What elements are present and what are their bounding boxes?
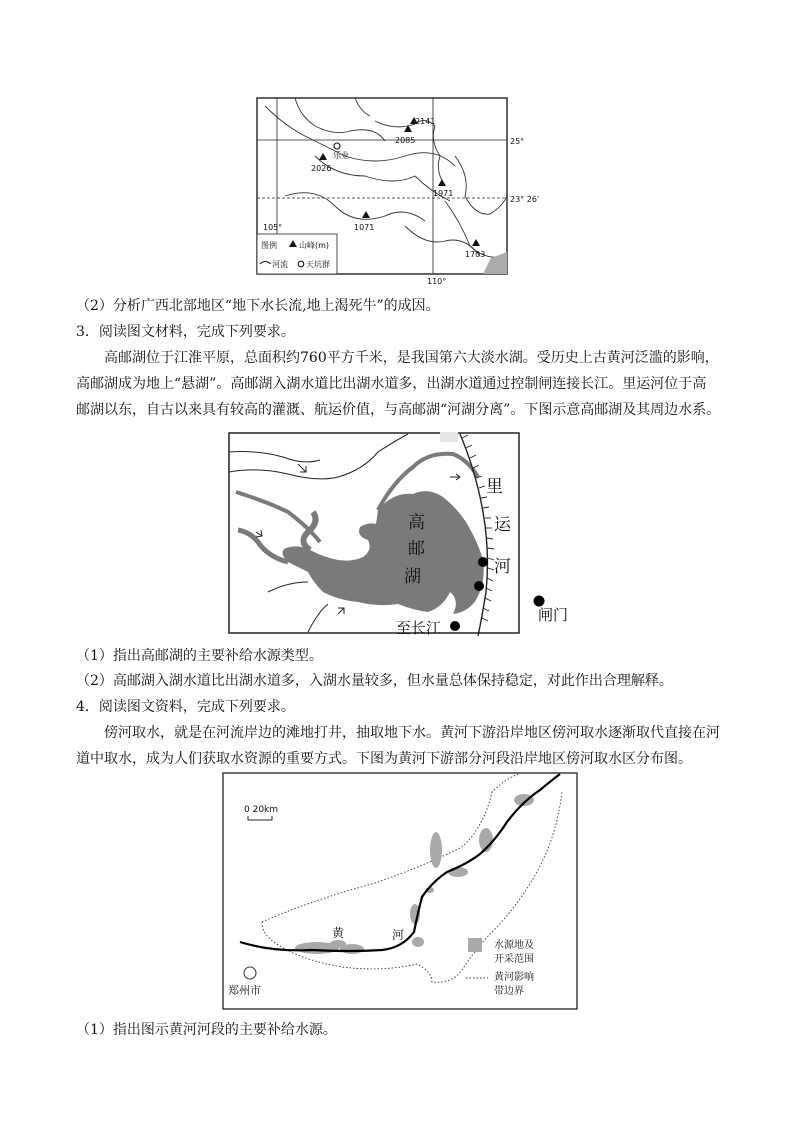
q4-para-line1: 傍河取水，就是在河流岸边的滩地打井，抽取地下水。黄河下游沿岸地区傍河取水逐渐取代直接在河 (104, 725, 720, 741)
q3-title: 3．阅读图文材料，完成下列要求。 (76, 324, 295, 340)
q3-sub2: （2）高邮湖入湖水道比出湖水道多，入湖水量较多，但水量总体保持稳定，对此作出合理解释。 (76, 673, 673, 689)
peak-label: 1071 (354, 223, 375, 232)
peak-label: 1703 (465, 250, 486, 259)
q4-title: 4．阅读图文资料，完成下列要求。 (76, 699, 295, 715)
q3-sub1: （1）指出高邮湖的主要补给水源类型。 (76, 648, 323, 664)
gaoyou-lake-map (228, 432, 578, 636)
legend-river-label: 河流 (272, 260, 288, 269)
gate-label: 闸门 (538, 606, 569, 624)
legend-area-l2: 开采范围 (494, 954, 534, 965)
lon-105-label: 105° (263, 223, 283, 232)
legend-pit-label: 天坑群 (306, 260, 330, 269)
gate-legend-marker (534, 596, 545, 607)
peak-label: 2141 (415, 117, 436, 126)
lake-label-char: 高 (408, 513, 425, 533)
legend-pit-icon (298, 261, 304, 267)
water-source-area (412, 937, 424, 947)
legend-line-l1: 黄河影响 (494, 972, 534, 983)
legend-title: 图例 (261, 241, 277, 250)
lake-label-char: 邮 (408, 539, 425, 559)
town-label: 乐业 (333, 151, 349, 160)
gate-marker (474, 581, 484, 591)
canal-label-char: 运 (494, 515, 511, 535)
legend-peak-label: 山峰(m) (299, 241, 330, 250)
to-yangtze-label: 至长江 (396, 619, 442, 636)
legend-area-swatch (468, 938, 482, 952)
q3-para-line2: 高邮湖成为地上“悬湖”。高邮湖入湖水道比出湖水道多，出湖水道通过控制闸连接长江。里运河位于高 (76, 376, 707, 392)
city-label: 郑州市 (228, 984, 261, 997)
legend-area-l1: 水源地及 (494, 940, 534, 951)
legend-line-l2: 带边界 (494, 986, 524, 997)
city-marker (244, 967, 256, 979)
q3-para-line3: 邮湖以东，自古以来具有较高的灌溉、航运价值，与高邮湖“河湖分离”。下图示意高邮湖及其周边水系。 (76, 402, 721, 418)
q3-para-line1: 高邮湖位于江淮平原，总面积约760平方千米，是我国第六大淡水湖。受历史上古黄河泛滥的影响， (104, 350, 719, 366)
water-source-area (330, 940, 346, 948)
canal-label-char: 里 (486, 477, 503, 497)
gate-marker (450, 621, 460, 631)
q4-sub1: （1）指出图示黄河河段的主要补给水源。 (76, 1022, 337, 1038)
town-pit-icon (334, 143, 340, 149)
guangxi-karst-map (255, 96, 555, 288)
water-source-area (430, 832, 442, 868)
river-label-char: 河 (392, 928, 405, 942)
lat-25-label: 25° (510, 137, 525, 146)
peak-label: 2026 (311, 164, 332, 173)
yellow-river-map (222, 772, 580, 1012)
lon-110-label: 110° (427, 277, 447, 286)
lake-label-char: 湖 (404, 567, 421, 587)
lat-23-label: 23° 26' (510, 195, 540, 204)
q2-1-question: （2）分析广西北部地区“地下水长流,地上渴死牛”的成因。 (76, 298, 440, 314)
river-label-char: 黄 (332, 926, 345, 940)
gate-marker (478, 557, 488, 567)
q4-para-line2: 道中取水，成为人们获取水资源的重要方式。下图为黄河下游部分河段沿岸地区傍河取水区分布图。 (76, 751, 692, 767)
peak-label: 1971 (433, 189, 454, 198)
scale-label: 0 20km (244, 805, 279, 815)
water-source-area (448, 867, 468, 877)
peak-label: 2085 (395, 136, 416, 145)
canal-label-char: 河 (494, 557, 511, 577)
